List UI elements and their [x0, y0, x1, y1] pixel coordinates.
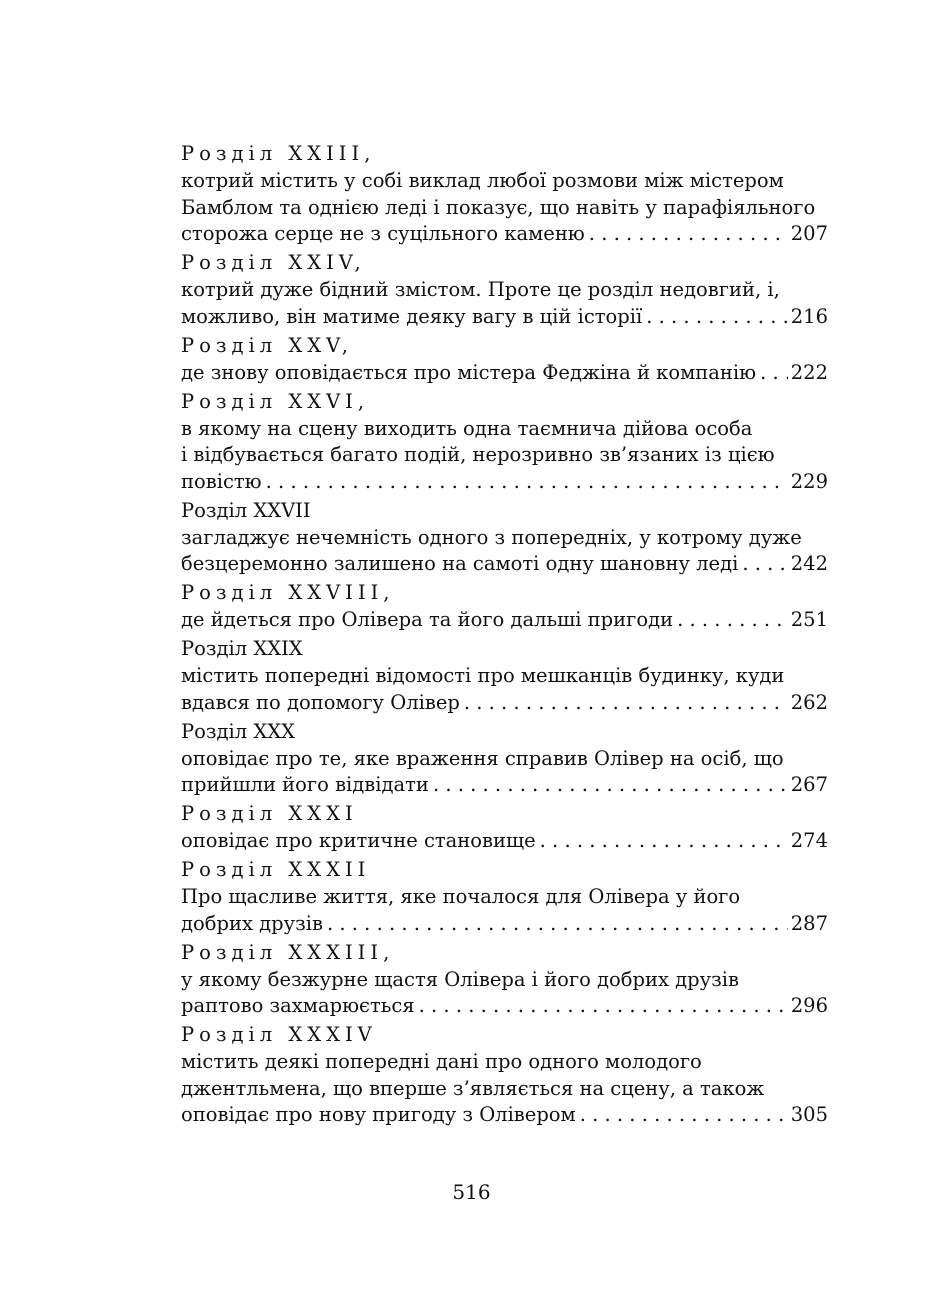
toc-entry [181, 580, 828, 634]
chapter-description-line: Про щасливе життя, яке почалося для Олівера у його [181, 885, 741, 908]
chapter-description-line: містить попередні відомості про мешканців будинку, куди [181, 664, 785, 687]
toc-entry [181, 719, 828, 799]
chapter-description-text: раптово захмарюється [181, 994, 415, 1017]
chapter-description-final-line [181, 304, 828, 331]
chapter-description-line: в якому на сцену виходить одна таємнича дійова особа [181, 416, 753, 440]
chapter-description-line: Бамблом та однією леді і показує, що навіть у парафіяльного [181, 195, 816, 219]
dot-leader [323, 911, 788, 938]
dot-leader [536, 828, 788, 855]
chapter-description-text: оповідає про нову пригоду з Олівером [181, 1103, 576, 1126]
chapter-heading: Розділ XXIV, [181, 251, 366, 274]
toc-entry [181, 498, 828, 578]
chapter-description-final-line [181, 469, 828, 496]
page-reference: 274 [790, 829, 828, 852]
toc-entry [181, 636, 828, 716]
chapter-heading: Розділ XXXI [181, 802, 358, 825]
chapter-heading: Розділ XXIII, [181, 142, 376, 165]
chapter-description-final-line [181, 1102, 828, 1129]
chapter-description-final-line [181, 551, 828, 578]
chapter-heading: Розділ XXV, [181, 333, 353, 357]
chapter-description-text: можливо, він матиме деяку вагу в цій історії [181, 304, 643, 328]
dot-leader [429, 772, 788, 799]
dot-leader [673, 607, 788, 634]
dot-leader [756, 360, 788, 387]
chapter-heading: Розділ XXXIII, [181, 940, 395, 964]
page-reference: 242 [790, 552, 828, 575]
page-reference: 222 [790, 360, 828, 384]
chapter-description-text: де знову оповідається про містера Феджіна й компанію [181, 360, 757, 384]
toc-entry [181, 141, 828, 248]
chapter-description-text: сторожа серце не з суцільного каменю [181, 222, 585, 245]
dot-leader [642, 304, 788, 331]
chapter-heading: Розділ XXXIV [181, 1023, 377, 1046]
page-number: 516 [452, 1180, 491, 1204]
dot-leader [738, 551, 787, 578]
dot-leader [576, 1102, 788, 1129]
chapter-heading: Розділ XXVII [181, 498, 311, 522]
chapter-description-line: джентльмена, що вперше з’являється на сцену, а також [181, 1076, 765, 1100]
toc-entry [181, 857, 828, 937]
chapter-description-line: і відбувається багато подій, нерозривно зв’язаних із цією [181, 443, 775, 466]
chapter-description-text: прийшли його відвідати [181, 773, 429, 796]
chapter-description-text: вдався по допомогу Олівер [181, 690, 460, 714]
dot-leader [415, 993, 788, 1020]
chapter-description-line: містить деякі попередні дані про одного молодого [181, 1050, 702, 1073]
chapter-description-final-line [181, 828, 828, 855]
chapter-description-final-line [181, 607, 828, 634]
chapter-description-text: безцеремонно залишено на самоті одну шановну леді [181, 552, 739, 575]
page-reference: 207 [790, 222, 828, 245]
chapter-heading: Розділ XXVIII, [181, 581, 395, 604]
toc-entry [181, 333, 828, 387]
toc-entry [181, 801, 828, 855]
page-reference: 305 [790, 1103, 828, 1126]
toc-entry [181, 250, 828, 330]
chapter-description-final-line [181, 690, 828, 717]
chapter-description-text: оповідає про критичне становище [181, 829, 536, 852]
chapter-description-line: загладжує нечемність одного з попередніх, у котрому дуже [181, 525, 802, 549]
chapter-description-line: оповідає про те, яке враження справив Олівер на осіб, що [181, 746, 784, 770]
chapter-description-final-line [181, 772, 828, 799]
chapter-description-line: котрий містить у собі виклад любої розмови між містером [181, 169, 784, 192]
chapter-heading: Розділ XXX [181, 719, 295, 743]
page-reference: 251 [790, 608, 828, 631]
chapter-description-text: де йдеться про Олівера та його дальші пригоди [181, 608, 674, 631]
chapter-description-text: добрих друзів [181, 911, 323, 935]
chapter-heading: Розділ XXVI, [181, 389, 370, 413]
page-reference: 262 [790, 690, 828, 714]
chapter-description-final-line [181, 221, 828, 248]
chapter-heading: Розділ XXIX [181, 637, 303, 660]
chapter-description-line: котрий дуже бідний змістом. Проте це розділ недовгий, і, [181, 278, 780, 301]
chapter-description-final-line [181, 360, 828, 387]
page-reference: 216 [790, 304, 828, 328]
toc-entry [181, 940, 828, 1020]
dot-leader [460, 690, 788, 717]
chapter-description-final-line [181, 911, 828, 938]
chapter-description-final-line [181, 993, 828, 1020]
chapter-description-line: у якому безжурне щастя Олівера і його добрих друзів [181, 967, 739, 991]
page-reference: 229 [790, 469, 828, 493]
dot-leader [585, 221, 788, 248]
page-reference: 287 [790, 911, 828, 935]
chapter-heading: Розділ XXXII [181, 858, 371, 881]
toc-entry [181, 1022, 828, 1129]
toc-entry [181, 389, 828, 496]
page-reference: 296 [790, 994, 828, 1017]
table-of-contents [181, 141, 828, 1131]
dot-leader [262, 469, 788, 496]
chapter-description-text: повістю [181, 469, 262, 493]
page-reference: 267 [790, 773, 828, 796]
